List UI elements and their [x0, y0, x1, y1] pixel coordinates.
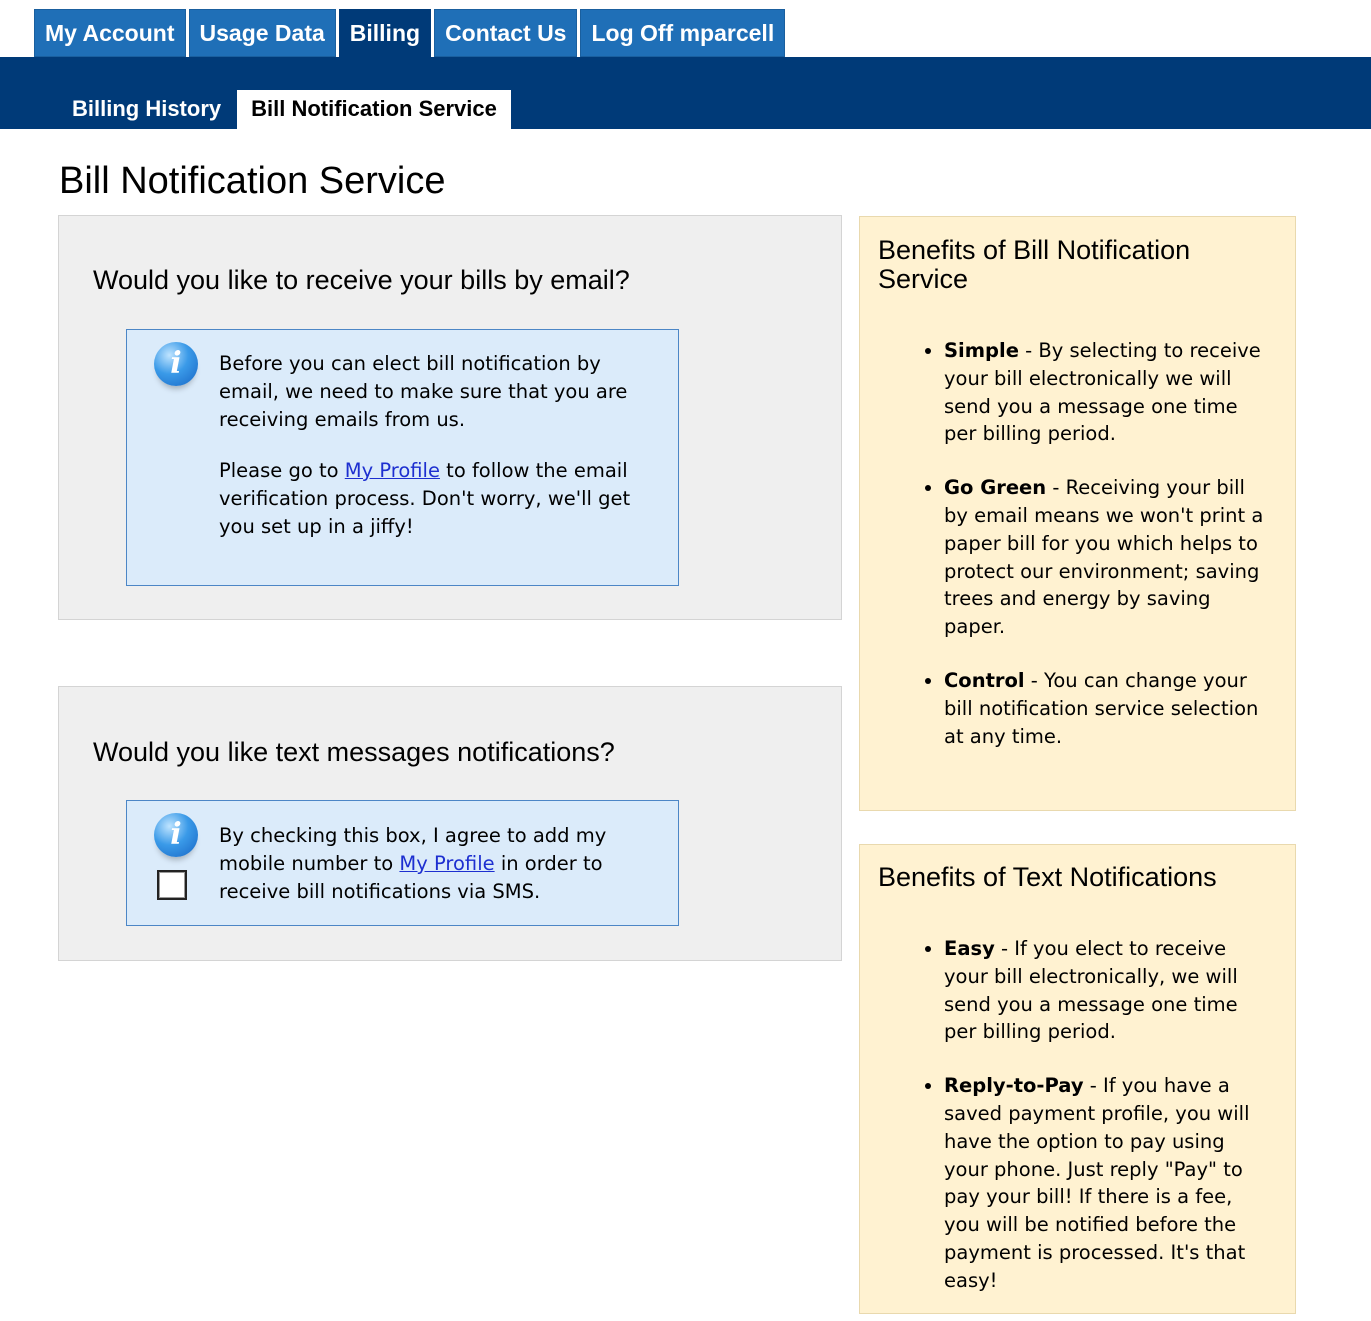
my-profile-link[interactable]: My Profile [344, 459, 440, 482]
benefit-text: - If you elect to receive your bill electronically, we will send you a message one time per billing period. [944, 937, 1238, 1044]
sms-info-box [126, 800, 679, 926]
email-info-text-2-start: Please go to [219, 459, 345, 482]
benefit-text: - If you have a saved payment profile, you will have the option to pay using your phone. Just reply "Pay" to pay your bill! If there is a fee, you will be notified before the payment is processed. It's that easy! [944, 1074, 1250, 1292]
benefits-text-list [900, 935, 1269, 1321]
email-info-box [126, 329, 679, 586]
tab-my-account[interactable]: My Account [34, 9, 186, 57]
tab-usage-data[interactable]: Usage Data [189, 9, 336, 57]
email-panel-heading: Would you like to receive your bills by email? [93, 265, 630, 295]
tab-log-off[interactable]: Log Off mparcell [580, 9, 785, 57]
sms-consent-text [219, 822, 648, 906]
tab-billing[interactable]: Billing [339, 9, 431, 57]
subtab-bill-notification-service[interactable]: Bill Notification Service [237, 90, 511, 129]
sub-nav [58, 90, 511, 129]
benefits-bill-list [900, 337, 1269, 776]
page-title: Bill Notification Service [59, 160, 446, 202]
benefit-term: Easy [944, 937, 995, 960]
list-item [944, 935, 1269, 1046]
email-info-text-2 [219, 457, 648, 541]
benefit-term: Reply-to-Pay [944, 1074, 1084, 1098]
list-item [944, 474, 1269, 641]
subtab-billing-history[interactable]: Billing History [72, 96, 222, 121]
sms-consent-checkbox[interactable] [157, 870, 187, 900]
benefit-term: Go Green [944, 476, 1047, 500]
email-panel [58, 215, 842, 620]
email-info-text-1: Before you can elect bill notification by email, we need to make sure that you are receiving emails from us. [219, 352, 628, 431]
sms-panel [58, 686, 842, 961]
email-info-text-2-end: to follow the email verification process. Don't worry, we'll get you set up in a jiffy! [219, 459, 631, 538]
benefit-text: - By selecting to receive your bill electronically we will send you a message one time per billing period. [944, 339, 1261, 446]
benefits-bill-title: Benefits of Bill Notification Service [878, 235, 1191, 294]
sms-consent-text-end: in order to receive bill notifications via SMS. [219, 852, 603, 903]
my-profile-link[interactable]: My Profile [399, 852, 495, 875]
list-item [944, 667, 1269, 750]
info-icon: i [154, 813, 198, 857]
list-item [944, 337, 1269, 448]
benefits-text-title: Benefits of Text Notifications [878, 862, 1217, 892]
sms-consent-text-start: By checking this box, I agree to add my mobile number to [219, 824, 607, 875]
list-item [944, 1072, 1269, 1294]
benefit-term: Simple [944, 339, 1019, 362]
benefits-text-box [859, 844, 1296, 1314]
benefits-bill-box [859, 216, 1296, 811]
tab-contact-us[interactable]: Contact Us [434, 9, 577, 57]
benefit-text: - You can change your bill notification service selection at any time. [944, 668, 1259, 748]
benefit-term: Control [944, 668, 1025, 692]
info-icon: i [154, 342, 198, 386]
top-nav [34, 9, 788, 57]
benefit-text: - Receiving your bill by email means we won't print a paper bill for you which helps to protect our environment; saving trees and energy by saving paper. [944, 476, 1264, 639]
sms-panel-heading: Would you like text messages notifications? [93, 737, 615, 767]
